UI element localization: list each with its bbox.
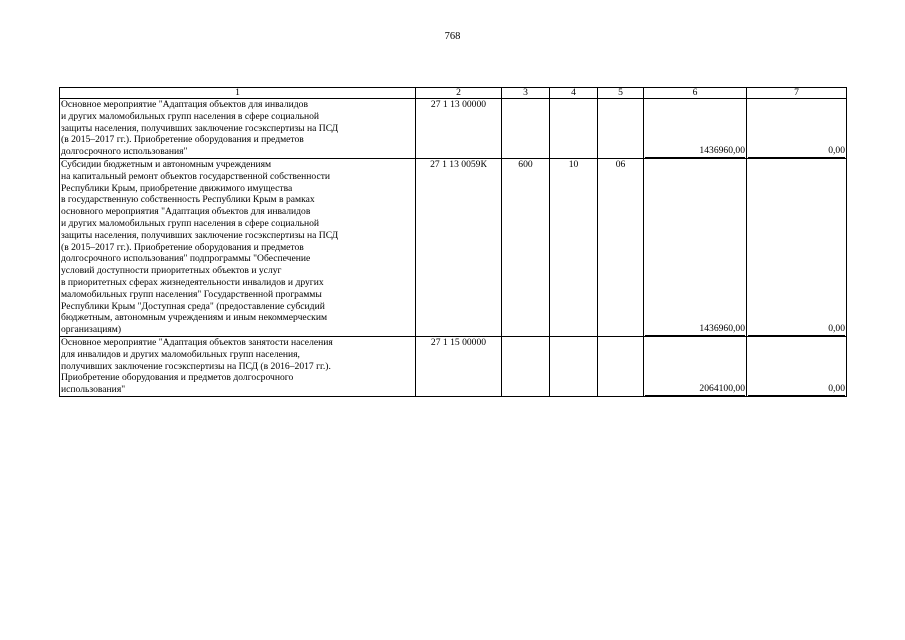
row-code: 27 1 13 00000 <box>416 99 502 159</box>
header-cell-3: 3 <box>502 88 550 99</box>
row-code: 27 1 13 0059К <box>416 158 502 336</box>
description-line: защиты населения, получивших заключение госэкспертизы на ПСД <box>61 229 339 241</box>
description-line: долгосрочного использования" подпрограммы "Обеспечение <box>61 253 311 265</box>
description-line: бюджетным, автономным учреждениям и иным некоммерческим <box>61 312 328 324</box>
description-line: Субсидии бюджетным и автономным учреждениям <box>61 158 272 170</box>
row-col3: 600 <box>502 158 550 336</box>
row-col4 <box>550 336 598 396</box>
amount-value: 0,00 <box>748 383 845 396</box>
description-line: для инвалидов и других маломобильных групп населения, <box>61 348 300 360</box>
description-line: условий доступности приоритетных объектов и услуг <box>61 265 282 277</box>
description-line: получивших заключение госэкспертизы на ПСД (в 2016–2017 гг.). <box>61 360 331 372</box>
description-line: Республики Крым "Доступная среда" (предоставление субсидий <box>61 300 325 312</box>
description-line: основного мероприятия "Адаптация объектов для инвалидов <box>61 206 311 218</box>
row-amount-col6 <box>644 99 747 159</box>
row-amount-col7 <box>747 99 847 159</box>
budget-table <box>59 87 847 397</box>
row-col3 <box>502 336 550 396</box>
description-line: и других маломобильных групп населения в сфере социальной <box>61 217 320 229</box>
description-line: (в 2015–2017 гг.). Приобретение оборудования и предметов <box>61 134 304 146</box>
description-line: в приоритетных сферах жизнедеятельности инвалидов и других <box>61 276 324 288</box>
amount-value: 1436960,00 <box>645 145 745 158</box>
description-line: Основное мероприятие "Адаптация объектов занятости населения <box>61 336 333 348</box>
header-cell-6: 6 <box>644 88 747 99</box>
row-col3 <box>502 99 550 159</box>
table-row <box>60 336 847 396</box>
row-amount-col7 <box>747 158 847 336</box>
row-col5 <box>598 336 644 396</box>
description-line: организациям) <box>61 324 122 336</box>
description-line: долгосрочного использования" <box>61 146 188 158</box>
amount-value: 0,00 <box>748 145 845 158</box>
description-line: (в 2015–2017 гг.). Приобретение оборудования и предметов <box>61 241 304 253</box>
table-header-row <box>60 88 847 99</box>
row-description <box>60 99 416 159</box>
description-line: и других маломобильных групп населения в сфере социальной <box>61 110 320 122</box>
row-amount-col7 <box>747 336 847 396</box>
header-cell-1: 1 <box>60 88 416 99</box>
row-amount-col6 <box>644 158 747 336</box>
row-col5 <box>598 99 644 159</box>
amount-value: 1436960,00 <box>645 323 745 336</box>
description-line: маломобильных групп населения" Государственной программы <box>61 288 322 300</box>
table-row <box>60 158 847 336</box>
description-line: Основное мероприятие "Адаптация объектов для инвалидов <box>61 99 308 110</box>
header-cell-4: 4 <box>550 88 598 99</box>
row-col4 <box>550 99 598 159</box>
description-line: Приобретение оборудования и предметов долгосрочного <box>61 372 294 384</box>
header-cell-2: 2 <box>416 88 502 99</box>
description-line: на капитальный ремонт объектов государственной собственности <box>61 170 331 182</box>
row-col4: 10 <box>550 158 598 336</box>
table-row <box>60 99 847 159</box>
amount-value: 0,00 <box>748 323 845 336</box>
description-line: Республики Крым, приобретение движимого имущества <box>61 182 293 194</box>
row-description <box>60 158 416 336</box>
page-number: 768 <box>444 31 461 42</box>
header-cell-7: 7 <box>747 88 847 99</box>
header-cell-5: 5 <box>598 88 644 99</box>
amount-value: 2064100,00 <box>645 383 745 396</box>
description-line: использования" <box>61 384 126 396</box>
row-col5: 06 <box>598 158 644 336</box>
row-amount-col6 <box>644 336 747 396</box>
row-description <box>60 336 416 396</box>
description-line: защиты населения, получивших заключение госэкспертизы на ПСД <box>61 122 339 134</box>
description-line: в государственную собственность Республики Крым в рамках <box>61 194 315 206</box>
row-code: 27 1 15 00000 <box>416 336 502 396</box>
